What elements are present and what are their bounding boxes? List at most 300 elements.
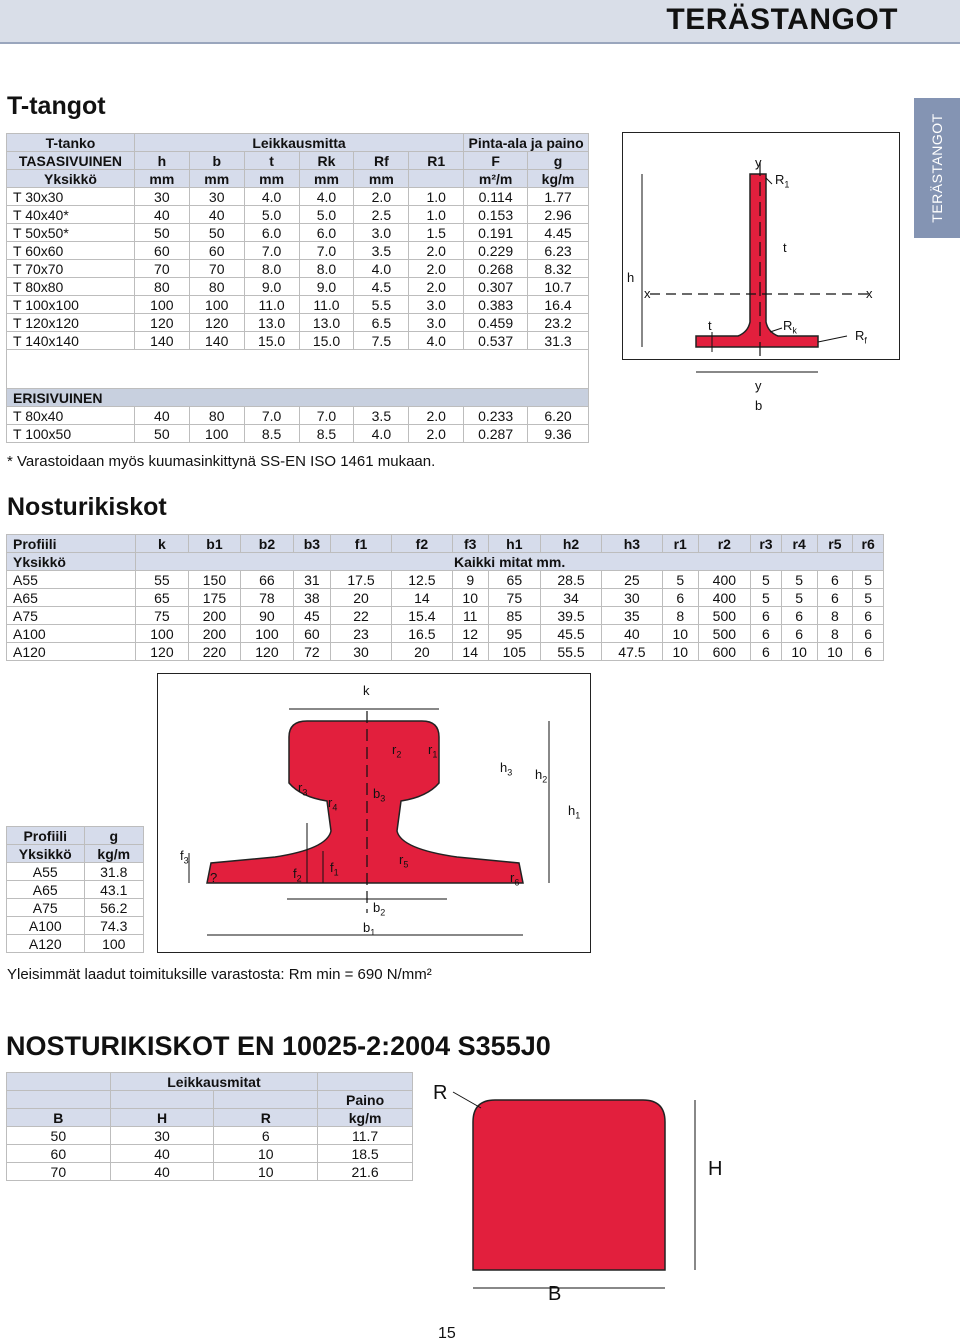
table-cell: 7.0 <box>299 407 354 425</box>
table-cell: h2 <box>541 535 602 553</box>
crane-diagram-k: k <box>363 683 370 698</box>
table-cell: 500 <box>698 625 751 643</box>
table-cell: A120 <box>7 643 136 661</box>
table-cell: 66 <box>241 571 294 589</box>
t-diagram-rf: $R_f$ <box>855 328 867 346</box>
t-table-row <box>7 296 589 314</box>
table-cell: g <box>84 827 143 845</box>
table-cell: 80 <box>189 407 244 425</box>
table-cell: 30 <box>134 188 189 206</box>
table-cell: 31.3 <box>528 332 589 350</box>
table-cell: mm <box>354 170 409 188</box>
t-bar-profile <box>696 174 818 347</box>
table-cell: A55 <box>7 863 85 881</box>
t-table-unequal-label: ERISIVUINEN <box>7 389 589 407</box>
flat-diagram-r: R <box>433 1082 448 1104</box>
table-cell: 23.2 <box>528 314 589 332</box>
table-cell: 60 <box>189 242 244 260</box>
flat-table-row <box>7 1127 413 1145</box>
table-cell: 2.0 <box>409 242 464 260</box>
t-table-header-row <box>7 170 589 188</box>
table-cell: f2 <box>391 535 452 553</box>
crane-diagram-r5: $r_5$ <box>399 852 409 870</box>
table-cell: 80 <box>134 278 189 296</box>
table-cell: 6 <box>817 571 853 589</box>
table-cell: 200 <box>188 625 241 643</box>
table-cell: 1.0 <box>409 188 464 206</box>
crane-table-unit-row <box>7 553 884 571</box>
crane-diagram-f2: $f_2$ <box>293 866 302 884</box>
table-cell: kg/m <box>528 170 589 188</box>
table-cell: 600 <box>698 643 751 661</box>
table-cell: 31 <box>293 571 330 589</box>
table-cell: 200 <box>188 607 241 625</box>
table-cell: 8.5 <box>244 425 299 443</box>
t-bar-table <box>6 133 589 443</box>
t-table-row <box>7 425 589 443</box>
table-cell: 40 <box>110 1145 214 1163</box>
table-cell: 18.5 <box>318 1145 413 1163</box>
table-cell: 11 <box>452 607 488 625</box>
table-cell: 10 <box>214 1145 318 1163</box>
table-cell: r5 <box>817 535 853 553</box>
t-diagram-h: h <box>627 270 635 285</box>
table-cell: 14 <box>391 589 452 607</box>
table-cell: 75 <box>136 607 189 625</box>
table-cell: 43.1 <box>84 881 143 899</box>
flat-table-header: B <box>7 1109 111 1127</box>
table-cell: f1 <box>331 535 392 553</box>
table-cell: 50 <box>134 224 189 242</box>
table-cell: A120 <box>7 935 85 953</box>
crane-rail-profile <box>207 721 523 883</box>
table-cell: 3.0 <box>409 314 464 332</box>
crane-rail-table <box>6 534 884 661</box>
table-cell: 11.0 <box>299 296 354 314</box>
table-cell: 5 <box>781 589 817 607</box>
table-cell: 85 <box>488 607 541 625</box>
table-cell: 6 <box>214 1127 318 1145</box>
table-cell: 0.307 <box>464 278 528 296</box>
table-cell <box>409 170 464 188</box>
t-diagram-t-left: t <box>708 318 712 333</box>
crane-quality-note: Yleisimmät laadut toimituksille varastosta: Rm min = 690 N/mm² <box>7 966 432 983</box>
table-cell: 8.0 <box>299 260 354 278</box>
table-cell: 20 <box>331 589 392 607</box>
table-cell: 150 <box>188 571 241 589</box>
table-cell: 8.32 <box>528 260 589 278</box>
table-cell: 13.0 <box>299 314 354 332</box>
table-cell: A65 <box>7 589 136 607</box>
table-cell: 6.20 <box>528 407 589 425</box>
table-cell: 40 <box>134 407 189 425</box>
table-cell: Profiili <box>7 535 136 553</box>
table-cell: T 40x40* <box>7 206 135 224</box>
table-cell: kg/m <box>84 845 143 863</box>
table-cell: A55 <box>7 571 136 589</box>
flat-table-row <box>7 1163 413 1181</box>
t-table-row <box>7 188 589 206</box>
table-cell: 8.5 <box>299 425 354 443</box>
table-cell: 10 <box>452 589 488 607</box>
table-cell: 4.0 <box>354 425 409 443</box>
t-table-spacer <box>7 350 589 389</box>
table-cell: 95 <box>488 625 541 643</box>
crane-table-row <box>7 571 884 589</box>
crane-table-unit-note: Kaikki mitat mm. <box>136 553 884 571</box>
table-cell: 100 <box>134 296 189 314</box>
table-cell: 72 <box>293 643 330 661</box>
table-cell: 3.0 <box>354 224 409 242</box>
t-table-row <box>7 407 589 425</box>
crane-diagram-r6: $r_6$ <box>510 870 520 888</box>
page-number: 15 <box>438 1325 456 1342</box>
t-table-row <box>7 206 589 224</box>
table-cell: 0.233 <box>464 407 528 425</box>
table-cell: 4.0 <box>409 332 464 350</box>
table-cell: 6.0 <box>299 224 354 242</box>
table-cell: 9.36 <box>528 425 589 443</box>
flat-table-cell <box>318 1073 413 1091</box>
table-cell: 5 <box>662 571 698 589</box>
crane-table-header-row <box>7 535 884 553</box>
table-cell: b <box>189 152 244 170</box>
table-cell: 15.0 <box>244 332 299 350</box>
flat-table-header: Paino <box>318 1091 413 1109</box>
table-cell: 40 <box>134 206 189 224</box>
table-cell: 15.0 <box>299 332 354 350</box>
table-cell: F <box>464 152 528 170</box>
table-cell: T 140x140 <box>7 332 135 350</box>
table-cell: 10 <box>214 1163 318 1181</box>
table-cell: 5.0 <box>244 206 299 224</box>
flat-table-cell <box>110 1091 214 1109</box>
crane-diagram-r3: $r_3$ <box>298 780 308 798</box>
table-cell: 120 <box>136 643 189 661</box>
table-cell: 34 <box>541 589 602 607</box>
table-cell: 35 <box>601 607 662 625</box>
weight-table-row <box>7 881 144 899</box>
table-cell: 30 <box>110 1127 214 1145</box>
table-cell: T 100x50 <box>7 425 135 443</box>
table-cell: 40 <box>110 1163 214 1181</box>
table-cell: b3 <box>293 535 330 553</box>
table-cell: 2.96 <box>528 206 589 224</box>
t-diagram-x-right: x <box>866 286 873 301</box>
table-cell: r1 <box>662 535 698 553</box>
table-cell: 400 <box>698 589 751 607</box>
table-cell: 6 <box>853 643 884 661</box>
page-header-title: TERÄSTANGOT <box>666 3 898 36</box>
table-cell: T 100x100 <box>7 296 135 314</box>
table-cell: r2 <box>698 535 751 553</box>
table-cell: 65 <box>136 589 189 607</box>
table-cell: 6 <box>817 589 853 607</box>
table-cell: 60 <box>134 242 189 260</box>
table-cell: 6 <box>751 625 782 643</box>
table-cell: 9.0 <box>244 278 299 296</box>
table-cell: b1 <box>188 535 241 553</box>
crane-table-unit-label: Yksikkö <box>7 553 136 571</box>
table-cell: g <box>528 152 589 170</box>
t-diagram-rk: $R_k$ <box>783 318 797 336</box>
table-cell: 70 <box>7 1163 111 1181</box>
table-cell: 55 <box>136 571 189 589</box>
table-cell: 0.268 <box>464 260 528 278</box>
table-cell: 6 <box>853 607 884 625</box>
table-cell: Rk <box>299 152 354 170</box>
table-cell: 0.459 <box>464 314 528 332</box>
table-cell: 23 <box>331 625 392 643</box>
table-cell: 2.5 <box>354 206 409 224</box>
table-cell: 50 <box>7 1127 111 1145</box>
crane-diagram-b3: $b_3$ <box>373 786 386 804</box>
table-cell: 120 <box>134 314 189 332</box>
t-table-cell: T-tanko <box>7 134 135 152</box>
table-cell: 38 <box>293 589 330 607</box>
table-cell: 100 <box>189 425 244 443</box>
table-cell: h <box>134 152 189 170</box>
crane-diagram-f1: $f_1$ <box>330 860 339 878</box>
t-table-row <box>7 224 589 242</box>
table-cell: Profiili <box>7 827 85 845</box>
flat-diagram-b: B <box>548 1283 562 1305</box>
table-cell: 175 <box>188 589 241 607</box>
table-cell: 120 <box>241 643 294 661</box>
weight-table-row <box>7 917 144 935</box>
table-cell: 20 <box>391 643 452 661</box>
t-diagram-r1: $R_1$ <box>775 172 790 190</box>
table-cell: m²/m <box>464 170 528 188</box>
t-table-header-row <box>7 152 589 170</box>
t-diagram-y-top: y <box>755 155 762 170</box>
t-table-group-leikkaus: Leikkausmitta <box>134 134 463 152</box>
crane-diagram-f3: $f_3$ <box>180 848 189 866</box>
crane-diagram-r1: $r_1$ <box>428 742 438 760</box>
table-cell: 5 <box>751 589 782 607</box>
table-cell: 40 <box>601 625 662 643</box>
table-cell: 140 <box>189 332 244 350</box>
table-cell: 16.5 <box>391 625 452 643</box>
table-cell: 4.45 <box>528 224 589 242</box>
flat-table-group-row <box>7 1073 413 1091</box>
table-cell: 6 <box>662 589 698 607</box>
table-cell: 9 <box>452 571 488 589</box>
table-cell: k <box>136 535 189 553</box>
table-cell: 5.5 <box>354 296 409 314</box>
table-cell: 400 <box>698 571 751 589</box>
table-cell: 6 <box>751 607 782 625</box>
table-cell: R1 <box>409 152 464 170</box>
table-cell: 120 <box>189 314 244 332</box>
flat-table-cell <box>214 1091 318 1109</box>
crane-section-title: Nosturikiskot <box>7 493 167 521</box>
weight-table-row <box>7 899 144 917</box>
t-table-group-pinta: Pinta-ala ja paino <box>464 134 589 152</box>
table-cell: 50 <box>189 224 244 242</box>
table-cell: 12 <box>452 625 488 643</box>
table-cell: 7.0 <box>244 407 299 425</box>
flat-table-row <box>7 1145 413 1163</box>
table-cell: A65 <box>7 881 85 899</box>
table-cell: 4.0 <box>354 260 409 278</box>
header-rule <box>0 42 960 44</box>
table-cell: 8 <box>817 607 853 625</box>
table-cell: 30 <box>189 188 244 206</box>
flat-section-title: NOSTURIKISKOT EN 10025-2:2004 S355J0 <box>6 1031 551 1061</box>
table-cell: 12.5 <box>391 571 452 589</box>
flat-table-header: kg/m <box>318 1109 413 1127</box>
table-cell: 4.0 <box>244 188 299 206</box>
table-cell: 21.6 <box>318 1163 413 1181</box>
flat-rail-profile <box>473 1100 665 1270</box>
table-cell: 0.229 <box>464 242 528 260</box>
weight-table-row <box>7 935 144 953</box>
table-cell: 100 <box>136 625 189 643</box>
table-cell: 2.0 <box>409 260 464 278</box>
table-cell: T 120x120 <box>7 314 135 332</box>
weight-table-header-row <box>7 827 144 845</box>
table-cell: 6.0 <box>244 224 299 242</box>
flat-table-cell <box>7 1091 111 1109</box>
table-cell: 11.7 <box>318 1127 413 1145</box>
table-cell: 55.5 <box>541 643 602 661</box>
table-cell: T 30x30 <box>7 188 135 206</box>
table-cell: 4.0 <box>299 188 354 206</box>
table-cell: 8.0 <box>244 260 299 278</box>
table-cell: 105 <box>488 643 541 661</box>
t-section-title: T-tangot <box>7 92 106 120</box>
side-tab <box>914 98 960 238</box>
table-cell: 7.5 <box>354 332 409 350</box>
t-table-row <box>7 278 589 296</box>
table-cell: 45.5 <box>541 625 602 643</box>
table-cell: h3 <box>601 535 662 553</box>
flat-table-group: Leikkausmitat <box>110 1073 318 1091</box>
flat-table-cell <box>7 1073 111 1091</box>
table-cell: mm <box>134 170 189 188</box>
table-cell: 6.5 <box>354 314 409 332</box>
table-cell: mm <box>244 170 299 188</box>
table-cell: 5 <box>751 571 782 589</box>
table-cell: 45 <box>293 607 330 625</box>
table-cell: 5 <box>853 589 884 607</box>
t-diagram-y-bottom: y <box>755 378 762 393</box>
crane-weight-table <box>6 826 144 953</box>
table-cell: 47.5 <box>601 643 662 661</box>
table-cell: 40 <box>189 206 244 224</box>
table-cell: Yksikkö <box>7 170 135 188</box>
table-cell: 60 <box>7 1145 111 1163</box>
table-cell: r6 <box>853 535 884 553</box>
table-cell: 6 <box>751 643 782 661</box>
table-cell: T 60x60 <box>7 242 135 260</box>
table-cell: 100 <box>189 296 244 314</box>
table-cell: 10 <box>662 643 698 661</box>
table-cell: 30 <box>331 643 392 661</box>
table-cell: T 80x40 <box>7 407 135 425</box>
table-cell: 3.0 <box>409 296 464 314</box>
table-cell: 5 <box>853 571 884 589</box>
table-cell: 16.4 <box>528 296 589 314</box>
table-cell: 70 <box>134 260 189 278</box>
crane-diagram-question: ? <box>210 870 218 885</box>
table-cell: 2.0 <box>409 407 464 425</box>
crane-diagram-r2: $r_2$ <box>392 742 402 760</box>
table-cell: 70 <box>189 260 244 278</box>
t-table-row <box>7 314 589 332</box>
weight-table-row <box>7 863 144 881</box>
flat-table-header: H <box>110 1109 214 1127</box>
table-cell: mm <box>299 170 354 188</box>
table-cell: A75 <box>7 899 85 917</box>
table-cell: TASASIVUINEN <box>7 152 135 170</box>
table-cell: 74.3 <box>84 917 143 935</box>
t-diagram-t-top: t <box>783 240 787 255</box>
table-cell: 3.5 <box>354 242 409 260</box>
table-cell: 3.5 <box>354 407 409 425</box>
table-cell: 25 <box>601 571 662 589</box>
table-cell: 0.191 <box>464 224 528 242</box>
crane-diagram-h3: $h_3$ <box>500 760 513 778</box>
flat-table-header-row <box>7 1091 413 1109</box>
table-cell: 10 <box>817 643 853 661</box>
table-cell: 39.5 <box>541 607 602 625</box>
crane-table-row <box>7 589 884 607</box>
flat-table-header: R <box>214 1109 318 1127</box>
table-cell: 2.0 <box>354 188 409 206</box>
table-cell: f3 <box>452 535 488 553</box>
table-cell: 56.2 <box>84 899 143 917</box>
table-cell: 65 <box>488 571 541 589</box>
table-cell: 7.0 <box>299 242 354 260</box>
table-cell: 0.537 <box>464 332 528 350</box>
table-cell: 22 <box>331 607 392 625</box>
t-table-group-header <box>7 134 589 152</box>
table-cell: 75 <box>488 589 541 607</box>
table-cell: 2.0 <box>409 278 464 296</box>
table-cell: 1.0 <box>409 206 464 224</box>
crane-table-row <box>7 643 884 661</box>
table-cell: 8 <box>817 625 853 643</box>
table-cell: 28.5 <box>541 571 602 589</box>
crane-diagram-h1: $h_1$ <box>568 803 581 821</box>
table-cell: 78 <box>241 589 294 607</box>
crane-table-row <box>7 607 884 625</box>
table-cell: 100 <box>84 935 143 953</box>
table-cell: 13.0 <box>244 314 299 332</box>
table-cell: A100 <box>7 625 136 643</box>
table-cell: 0.383 <box>464 296 528 314</box>
table-cell: 0.114 <box>464 188 528 206</box>
flat-rail-table <box>6 1072 413 1181</box>
flat-table-header-row <box>7 1109 413 1127</box>
table-cell: 5 <box>781 571 817 589</box>
flat-rail-diagram <box>425 1070 755 1310</box>
table-cell: r4 <box>781 535 817 553</box>
table-cell: 1.5 <box>409 224 464 242</box>
flat-diagram-h: H <box>708 1158 723 1180</box>
table-cell: 14 <box>452 643 488 661</box>
crane-diagram-b1: $b_1$ <box>363 920 376 938</box>
table-cell: 6 <box>781 607 817 625</box>
table-cell: T 70x70 <box>7 260 135 278</box>
table-cell: T 80x80 <box>7 278 135 296</box>
side-tab-label: TERÄSTANGOT <box>929 113 945 223</box>
table-cell: Yksikkö <box>7 845 85 863</box>
table-cell: 4.5 <box>354 278 409 296</box>
t-table-row <box>7 332 589 350</box>
